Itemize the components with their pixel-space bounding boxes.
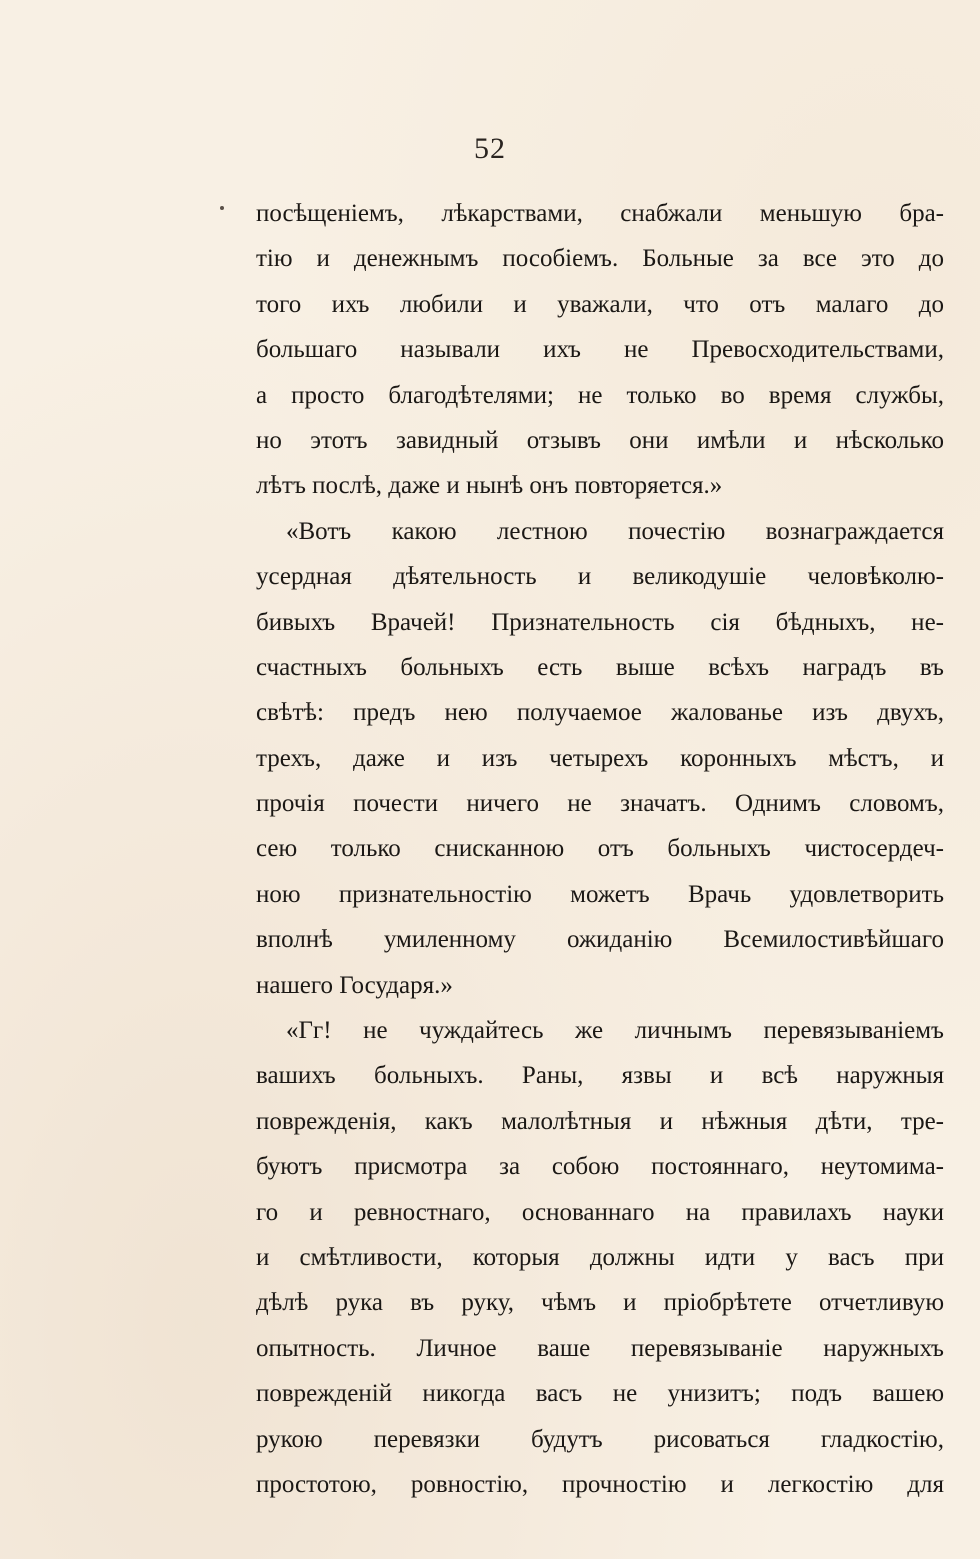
text-line: вашихъ больныхъ. Раны, язвы и всѣ наружныя (256, 1062, 944, 1090)
paragraph-start-line: «Гг! не чуждайтесь же личнымъ перевязыванiемъ (286, 1017, 944, 1045)
text-line: сею только снисканною отъ больныхъ чистосердеч- (256, 835, 944, 863)
page-number: 52 (474, 132, 506, 165)
text-line: простотою, ровностiю, прочностiю и легкостiю для (256, 1470, 944, 1498)
text-line: трехъ, даже и изъ четырехъ коронныхъ мѣстъ, и (256, 744, 944, 772)
text-line: посѣщенiемъ, лѣкарствами, снабжали меньшую бра- (256, 200, 944, 227)
text-line: го и ревностнаго, основаннаго на правилахъ науки (256, 1198, 944, 1226)
text-line: вполнѣ умиленному ожиданiю Всемилостивѣйшаго (256, 926, 944, 954)
text-line: буютъ присмотра за собою постояннаго, неутомима- (256, 1153, 944, 1181)
text-line: большаго называли ихъ не Превосходительствами, (256, 336, 944, 364)
text-line: усердная дѣятельность и великодушiе человѣколю- (256, 563, 944, 591)
text-line: свѣтѣ: предъ нею получаемое жалованье изъ двухъ, (256, 699, 944, 727)
body-text (256, 191, 944, 1507)
text-line: опытность. Личное ваше перевязыванiе наружныхъ (256, 1334, 944, 1362)
text-line: рукою перевязки будутъ рисоваться гладкостiю, (256, 1425, 944, 1453)
text-line: лѣтъ послѣ, даже и нынѣ онъ повторяется.» (256, 472, 723, 500)
text-line: и смѣтливости, которыя должны идти у васъ при (256, 1243, 944, 1271)
text-line: нашего Государя.» (256, 971, 453, 999)
text-line: счастныхъ больныхъ есть выше всѣхъ наградъ въ (256, 653, 944, 681)
text-line: а просто благодѣтелями; не только во время службы, (256, 381, 944, 409)
text-line: бивыхъ Врачей! Признательность сiя бѣдныхъ, не- (256, 608, 944, 636)
text-line: тiю и денежнымъ пособiемъ. Больные за все это до (256, 245, 944, 273)
text-line: поврежденiй никогда васъ не унизитъ; подъ вашею (256, 1380, 944, 1408)
text-line: поврежденiя, какъ малолѣтныя и нѣжныя дѣти, тре- (256, 1107, 944, 1135)
text-line: ною признательностiю можетъ Врачь удовлетворить (256, 880, 944, 908)
margin-mark (220, 206, 224, 210)
text-line: прочiя почести ничего не значатъ. Однимъ словомъ, (256, 790, 944, 818)
text-line: того ихъ любили и уважали, что отъ малаго до (256, 290, 944, 318)
text-line: дѣлѣ рука въ руку, чѣмъ и прiобрѣтете отчетливую (256, 1289, 944, 1317)
text-line: но этотъ завидный отзывъ они имѣли и нѣсколько (256, 426, 944, 454)
paragraph-start-line: «Вотъ какою лестною почестiю вознаграждается (286, 517, 944, 545)
